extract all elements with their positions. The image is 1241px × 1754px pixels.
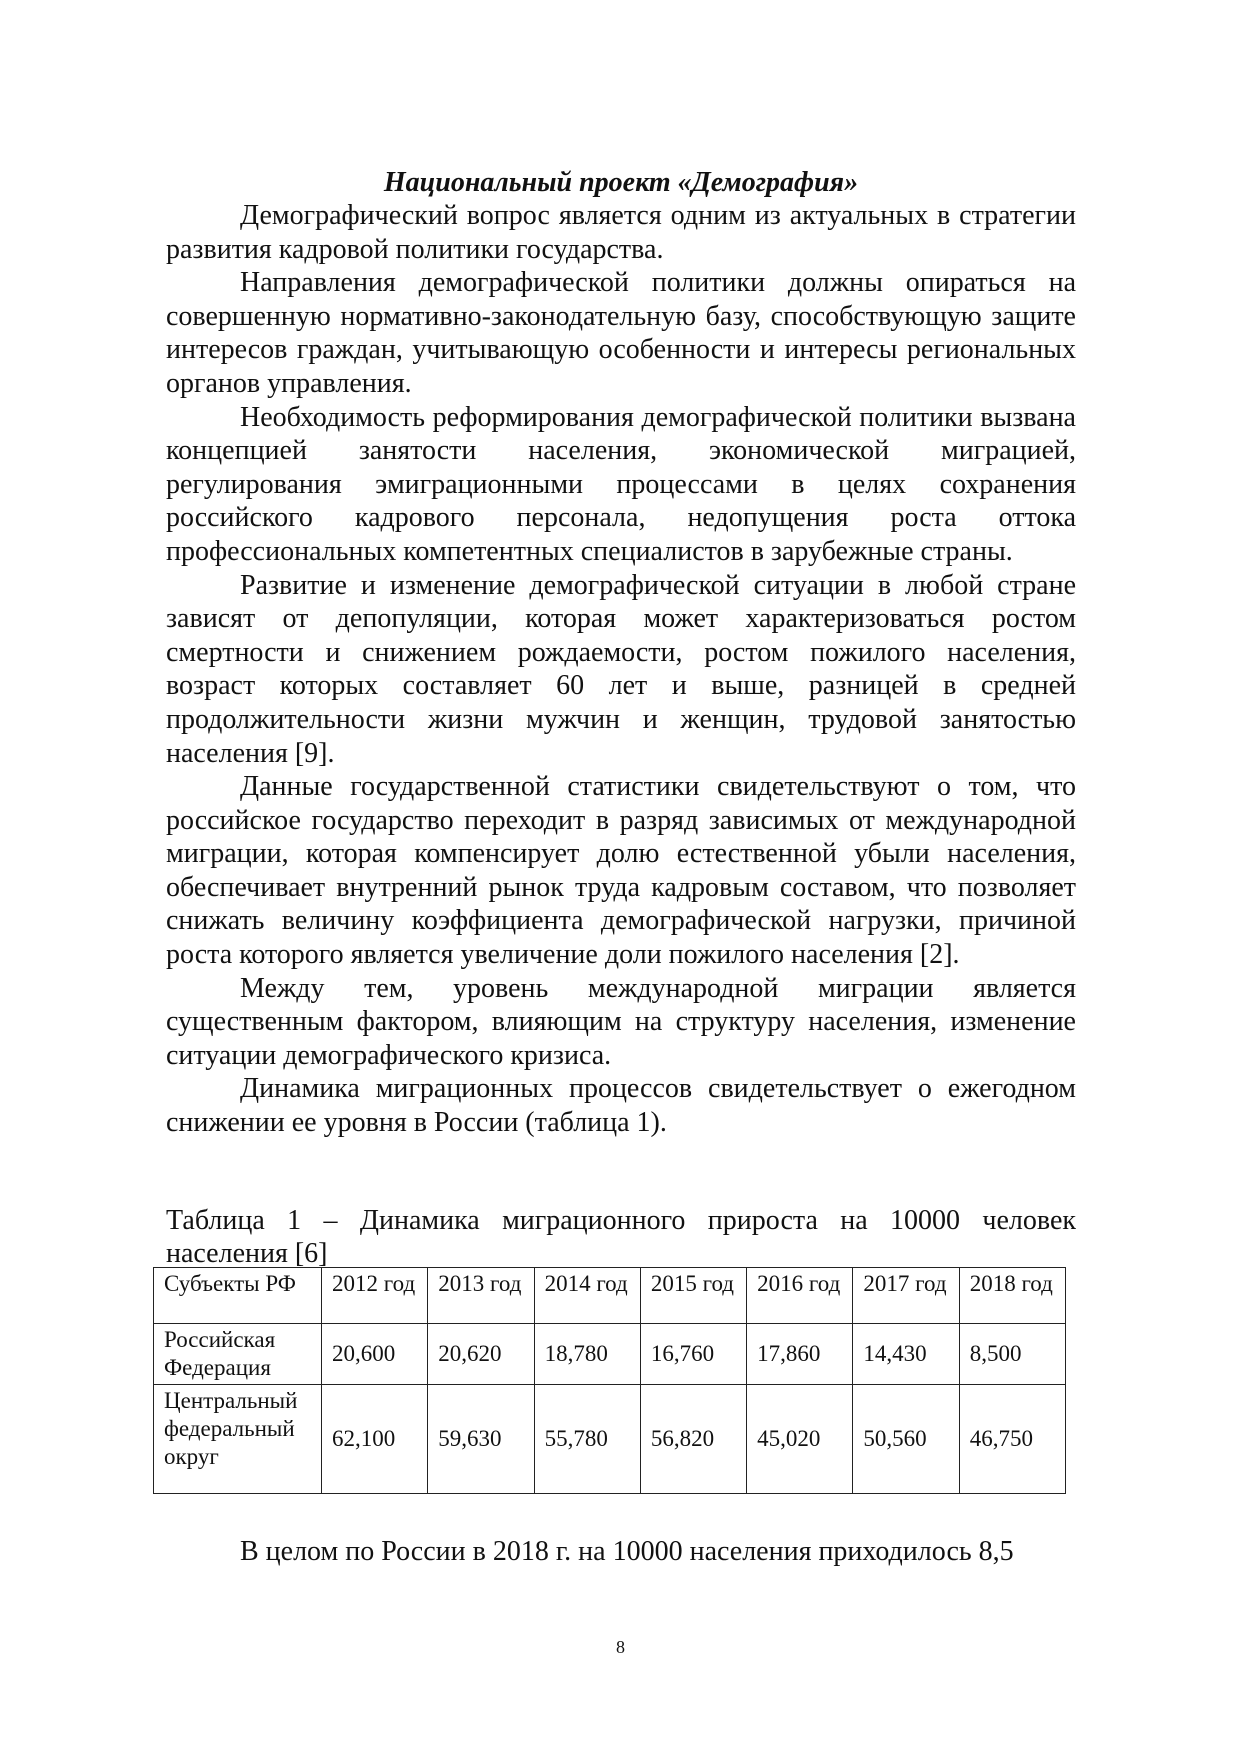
table-cell: 8,500 [959,1324,1065,1385]
table-header-cell: 2018 год [959,1268,1065,1324]
migration-table [153,1267,1066,1494]
table-header-cell: 2016 год [747,1268,853,1324]
table-row [154,1385,1066,1494]
page-number: 8 [616,1637,625,1657]
page-title: Национальный проект «Демография» [383,167,859,198]
table-cell: 20,620 [428,1324,534,1385]
table-cell: 50,560 [853,1385,959,1494]
table-cell: 17,860 [747,1324,853,1385]
body-text [166,199,1076,1140]
paragraph: Демографический вопрос является одним из актуальных в стратегии развития кадровой политики государства. [166,200,1076,265]
table-header-cell: 2014 год [534,1268,640,1324]
table-cell: 59,630 [428,1385,534,1494]
table-cell: 14,430 [853,1324,959,1385]
table-header-cell: 2012 год [322,1268,428,1324]
table-cell: 16,760 [640,1324,746,1385]
paragraph: Между тем, уровень международной миграции является существенным фактором, влияющим на структуру населения, изменение ситуации демографического кризиса. [166,972,1076,1071]
paragraph: Направления демографической политики должны опираться на совершенную нормативно-законодательную базу, способствующую защите интересов граждан, учитывающую особенности и интересы региональных органов управления. [166,267,1076,399]
table-cell-subject: Центральный федеральный округ [154,1385,322,1494]
table-header-cell: 2013 год [428,1268,534,1324]
table-cell: 55,780 [534,1385,640,1494]
table-cell: 18,780 [534,1324,640,1385]
final-paragraph: В целом по России в 2018 г. на 10000 населения приходилось 8,5 [240,1536,1014,1567]
table-cell: 20,600 [322,1324,428,1385]
table-row [154,1324,1066,1385]
table-header-row [154,1268,1066,1324]
paragraph: Данные государственной статистики свидетельствуют о том, что российское государство переходит в разряд зависимых от международной миграции, которая компенсирует долю естественной убыли населения, обеспечивает внутренний рынок труда кадровым составом, что позволяет снижать величину коэффициента демографической нагрузки, причиной роста которого является увеличение доли пожилого населения [2]. [166,771,1076,971]
table-cell: 56,820 [640,1385,746,1494]
paragraph: Развитие и изменение демографической ситуации в любой стране зависят от депопуляции, которая может характеризоваться ростом смертности и снижением рождаемости, ростом пожилого населения, возраст которых составляет 60 лет и выше, разницей в средней продолжительности жизни мужчин и женщин, трудовой занятостью населения [9]. [166,569,1076,769]
table-header-cell: 2015 год [640,1268,746,1324]
table-cell: 46,750 [959,1385,1065,1494]
table-cell: 62,100 [322,1385,428,1494]
table-cell: 45,020 [747,1385,853,1494]
table-header-cell: Субъекты РФ [154,1268,322,1324]
table-header-cell: 2017 год [853,1268,959,1324]
table-caption: Таблица 1 – Динамика миграционного прироста на 10000 человек населения [6] [166,1205,1076,1269]
table-cell-subject: Российская Федерация [154,1324,322,1385]
paragraph: Динамика миграционных процессов свидетельствует о ежегодном снижении ее уровня в России (таблица 1). [166,1073,1076,1139]
paragraph: Необходимость реформирования демографической политики вызвана концепцией занятости населения, экономической миграцией, регулирования эмиграционными процессами в целях сохранения российского кадрового персонала, недопущения роста оттока профессиональных компетентных специалистов в зарубежные страны. [166,401,1076,567]
